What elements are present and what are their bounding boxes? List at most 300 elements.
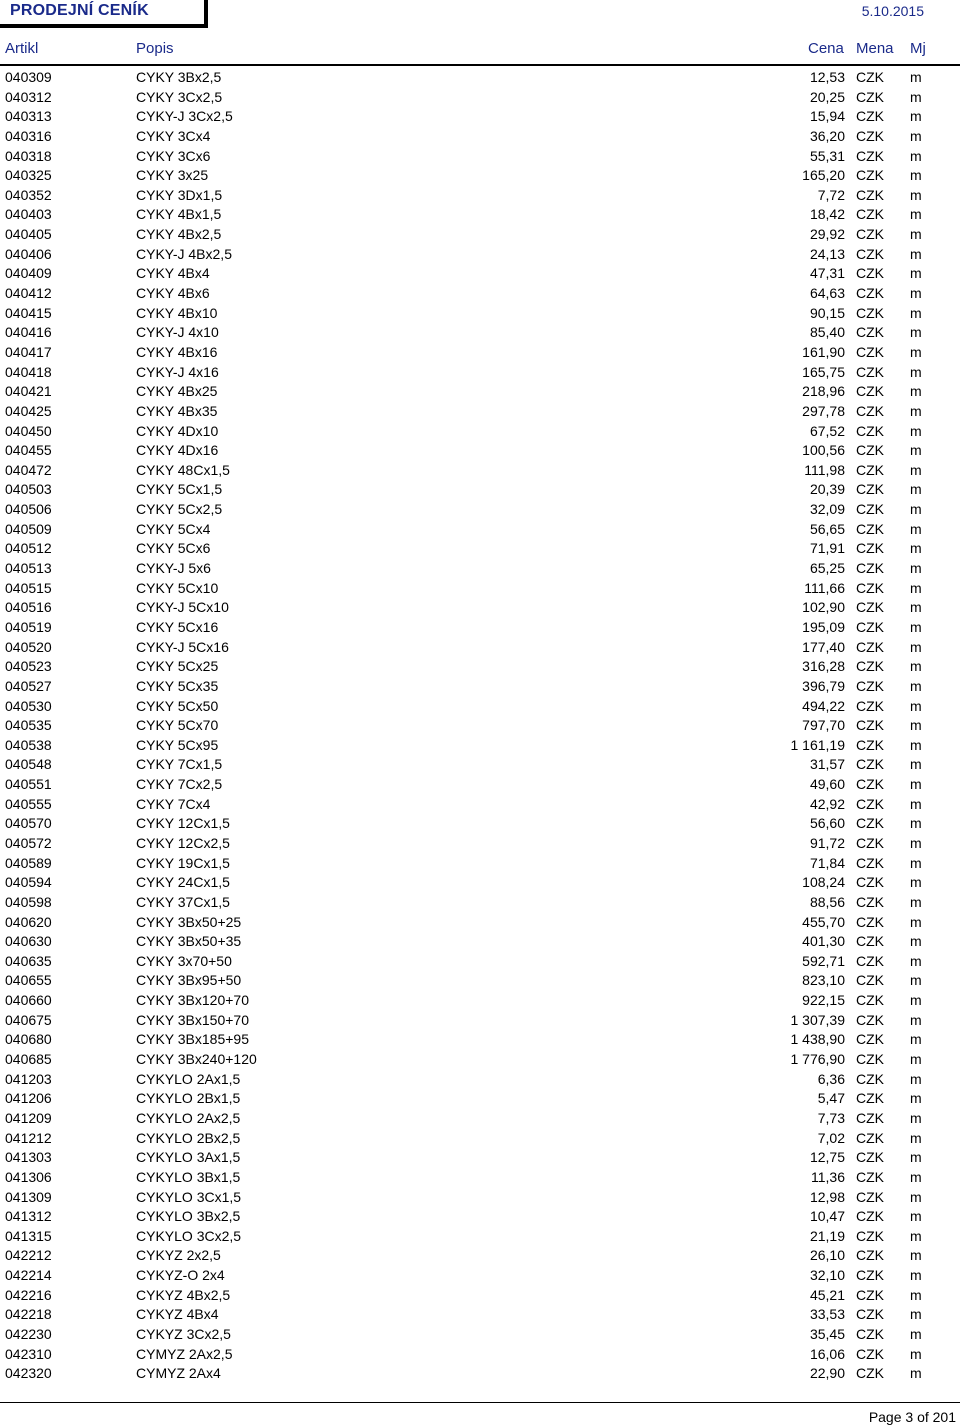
description: CYKY 3Bx240+120	[136, 1051, 257, 1068]
unit: m	[910, 1247, 922, 1264]
price: 90,15	[809, 304, 845, 321]
article-code: 040512	[5, 540, 52, 557]
table-row	[0, 736, 960, 756]
table-row	[0, 1011, 960, 1031]
table-row	[0, 480, 960, 500]
price: 102,90	[802, 599, 845, 616]
table-row	[0, 245, 960, 265]
currency: CZK	[856, 795, 884, 812]
description: CYKY-J 4x16	[136, 363, 219, 380]
article-code: 040535	[5, 717, 52, 734]
unit: m	[910, 69, 922, 85]
article-code: 040635	[5, 952, 52, 969]
table-row	[0, 166, 960, 186]
description: CYKY 3Bx95+50	[136, 972, 242, 989]
description: CYKYLO 2Ax1,5	[136, 1070, 241, 1087]
price: 32,09	[809, 501, 845, 518]
table-row	[0, 795, 960, 815]
unit: m	[910, 638, 922, 655]
price: 12,98	[809, 1188, 845, 1205]
unit: m	[910, 501, 922, 518]
article-code: 040598	[5, 893, 52, 910]
unit: m	[910, 1188, 922, 1205]
price: 297,78	[802, 402, 845, 419]
description: CYKY 5Cx25	[136, 658, 219, 675]
table-row	[0, 991, 960, 1011]
article-code: 040527	[5, 677, 52, 694]
currency: CZK	[856, 599, 884, 616]
price: 85,40	[809, 324, 845, 341]
article-code: 040594	[5, 874, 52, 891]
currency: CZK	[856, 540, 884, 557]
price: 10,47	[809, 1208, 845, 1225]
description: CYKY 5Cx70	[136, 717, 219, 734]
unit: m	[910, 1326, 922, 1342]
price: 65,25	[809, 560, 845, 577]
article-code: 040406	[5, 245, 52, 262]
currency: CZK	[856, 972, 884, 989]
table-row	[0, 598, 960, 618]
unit: m	[910, 108, 922, 125]
description: CYKYLO 3Cx1,5	[136, 1188, 242, 1205]
title-box	[0, 0, 208, 28]
description: CYKY 12Cx1,5	[136, 815, 230, 832]
price: 55,31	[809, 147, 845, 164]
article-code: 040509	[5, 520, 52, 537]
article-code: 040680	[5, 1031, 52, 1048]
article-code: 040513	[5, 560, 52, 577]
description: CYKY 4Bx35	[136, 402, 218, 419]
currency: CZK	[856, 736, 884, 753]
unit: m	[910, 520, 922, 537]
price: 24,13	[809, 245, 845, 262]
article-code: 040409	[5, 265, 52, 282]
description: CYKYZ 4Bx4	[136, 1306, 219, 1323]
top-bar	[0, 0, 960, 28]
price: 111,98	[804, 461, 845, 478]
price: 32,10	[809, 1267, 845, 1284]
table-row	[0, 1246, 960, 1266]
unit: m	[910, 461, 922, 478]
article-code: 042212	[5, 1247, 52, 1264]
unit: m	[910, 795, 922, 812]
price: 56,65	[809, 520, 845, 537]
description: CYMYZ 2Ax4	[136, 1365, 221, 1382]
currency: CZK	[856, 383, 884, 400]
table-row	[0, 1305, 960, 1325]
price: 33,53	[809, 1306, 845, 1323]
unit: m	[910, 893, 922, 910]
price: 21,19	[809, 1227, 845, 1244]
description: CYKY-J 5x6	[136, 560, 211, 577]
price: 316,28	[802, 658, 845, 675]
table-row	[0, 147, 960, 167]
currency: CZK	[856, 717, 884, 734]
currency: CZK	[856, 69, 884, 85]
table-row	[0, 638, 960, 658]
table-row	[0, 107, 960, 127]
unit: m	[910, 560, 922, 577]
description: CYKY 5Cx10	[136, 579, 219, 596]
table-row	[0, 1207, 960, 1227]
currency: CZK	[856, 88, 884, 105]
unit: m	[910, 952, 922, 969]
currency: CZK	[856, 815, 884, 832]
price: 12,75	[809, 1149, 845, 1166]
unit: m	[910, 363, 922, 380]
price: 797,70	[802, 717, 845, 734]
currency: CZK	[856, 933, 884, 950]
currency: CZK	[856, 1188, 884, 1205]
unit: m	[910, 579, 922, 596]
price: 42,92	[809, 795, 845, 812]
description: CYKY 3Cx4	[136, 127, 211, 144]
article-code: 041315	[5, 1227, 52, 1244]
currency: CZK	[856, 658, 884, 675]
unit: m	[910, 1070, 922, 1087]
table-row	[0, 539, 960, 559]
table-row	[0, 559, 960, 579]
article-code: 040520	[5, 638, 52, 655]
article-code: 040675	[5, 1011, 52, 1028]
article-code: 040309	[5, 69, 52, 85]
description: CYKY 4Bx4	[136, 265, 210, 282]
price: 161,90	[802, 343, 845, 360]
currency: CZK	[856, 127, 884, 144]
description: CYKY 12Cx2,5	[136, 834, 230, 851]
table-row	[0, 225, 960, 245]
description: CYKY 7Cx4	[136, 795, 211, 812]
unit: m	[910, 913, 922, 930]
table-row	[0, 127, 960, 147]
table-row	[0, 1286, 960, 1306]
description: CYKYZ 2x2,5	[136, 1247, 221, 1264]
unit: m	[910, 776, 922, 793]
table-row	[0, 952, 960, 972]
description: CYKY-J 5Cx10	[136, 599, 229, 616]
unit: m	[910, 402, 922, 419]
article-code: 040318	[5, 147, 52, 164]
table-row	[0, 422, 960, 442]
currency: CZK	[856, 834, 884, 851]
article-code: 042218	[5, 1306, 52, 1323]
unit: m	[910, 1129, 922, 1146]
unit: m	[910, 599, 922, 616]
table-row	[0, 893, 960, 913]
unit: m	[910, 972, 922, 989]
currency: CZK	[856, 304, 884, 321]
table-row	[0, 520, 960, 540]
unit: m	[910, 1011, 922, 1028]
table-row	[0, 755, 960, 775]
currency: CZK	[856, 245, 884, 262]
unit: m	[910, 1227, 922, 1244]
price: 165,20	[802, 167, 845, 184]
description: CYKYZ 3Cx2,5	[136, 1326, 231, 1342]
description: CYKY 3Bx150+70	[136, 1011, 249, 1028]
article-code: 040316	[5, 127, 52, 144]
article-code: 040555	[5, 795, 52, 812]
table-row	[0, 284, 960, 304]
currency: CZK	[856, 893, 884, 910]
article-code: 040412	[5, 285, 52, 302]
unit: m	[910, 697, 922, 714]
table-row	[0, 1070, 960, 1090]
article-code: 040570	[5, 815, 52, 832]
unit: m	[910, 147, 922, 164]
article-code: 040551	[5, 776, 52, 793]
article-code: 040450	[5, 422, 52, 439]
description: CYKY-J 4x10	[136, 324, 219, 341]
table-row	[0, 1227, 960, 1247]
unit: m	[910, 540, 922, 557]
table-row	[0, 1148, 960, 1168]
description: CYKY 4Bx16	[136, 343, 218, 360]
description: CYKY 5Cx2,5	[136, 501, 223, 518]
currency: CZK	[856, 1168, 884, 1185]
description: CYKYLO 3Cx2,5	[136, 1227, 242, 1244]
price: 91,72	[809, 834, 845, 851]
table-row	[0, 1364, 960, 1384]
article-code: 041306	[5, 1168, 52, 1185]
price: 7,02	[817, 1129, 845, 1146]
unit: m	[910, 933, 922, 950]
article-code: 040660	[5, 992, 52, 1009]
description: CYKY 5Cx1,5	[136, 481, 223, 498]
article-code: 040425	[5, 402, 52, 419]
article-code: 040523	[5, 658, 52, 675]
description: CYKY 5Cx50	[136, 697, 219, 714]
table-row	[0, 461, 960, 481]
currency: CZK	[856, 1011, 884, 1028]
currency: CZK	[856, 461, 884, 478]
currency: CZK	[856, 1267, 884, 1284]
unit: m	[910, 1345, 922, 1362]
article-code: 040403	[5, 206, 52, 223]
description: CYKY 7Cx1,5	[136, 756, 223, 773]
currency: CZK	[856, 854, 884, 871]
currency: CZK	[856, 324, 884, 341]
unit: m	[910, 1365, 922, 1382]
article-code: 040503	[5, 481, 52, 498]
currency: CZK	[856, 422, 884, 439]
description: CYKY 4Bx1,5	[136, 206, 222, 223]
price: 35,45	[809, 1326, 845, 1342]
description: CYKY 4Dx16	[136, 442, 219, 459]
table-row	[0, 1188, 960, 1208]
table-row	[0, 1050, 960, 1070]
price: 29,92	[809, 226, 845, 243]
article-code: 040418	[5, 363, 52, 380]
article-code: 040572	[5, 834, 52, 851]
currency: CZK	[856, 167, 884, 184]
article-code: 042320	[5, 1365, 52, 1382]
description: CYKY 19Cx1,5	[136, 854, 230, 871]
page-title: PRODEJNÍ CENÍK	[10, 2, 149, 19]
description: CYKY 3x25	[136, 167, 209, 184]
price: 1 438,90	[790, 1031, 845, 1048]
article-code: 040655	[5, 972, 52, 989]
currency: CZK	[856, 520, 884, 537]
currency: CZK	[856, 579, 884, 596]
currency: CZK	[856, 206, 884, 223]
description: CYKY 4Dx10	[136, 422, 219, 439]
currency: CZK	[856, 1051, 884, 1068]
description: CYKY-J 5Cx16	[136, 638, 229, 655]
description: CYKY 3x70+50	[136, 952, 232, 969]
description: CYKY 3Bx185+95	[136, 1031, 249, 1048]
table-row	[0, 618, 960, 638]
article-code: 040519	[5, 618, 52, 635]
unit: m	[910, 1149, 922, 1166]
currency: CZK	[856, 913, 884, 930]
price: 1 307,39	[790, 1011, 845, 1028]
description: CYMYZ 2Ax2,5	[136, 1345, 233, 1362]
table-row	[0, 913, 960, 933]
currency: CZK	[856, 756, 884, 773]
article-code: 040620	[5, 913, 52, 930]
article-code: 040548	[5, 756, 52, 773]
unit: m	[910, 717, 922, 734]
price: 67,52	[809, 422, 845, 439]
price: 218,96	[802, 383, 845, 400]
table-row	[0, 814, 960, 834]
article-code: 040506	[5, 501, 52, 518]
price: 7,72	[817, 186, 845, 203]
description: CYKY-J 3Cx2,5	[136, 108, 233, 125]
price: 88,56	[809, 893, 845, 910]
price: 20,39	[809, 481, 845, 498]
table-row	[0, 932, 960, 952]
price: 165,75	[802, 363, 845, 380]
price: 494,22	[802, 697, 845, 714]
column-header-popis: Popis	[136, 40, 174, 57]
description: CYKY 4Bx6	[136, 285, 210, 302]
description: CYKY 48Cx1,5	[136, 461, 230, 478]
article-code: 042230	[5, 1326, 52, 1342]
unit: m	[910, 304, 922, 321]
table-row	[0, 1325, 960, 1345]
unit: m	[910, 442, 922, 459]
currency: CZK	[856, 992, 884, 1009]
unit: m	[910, 1168, 922, 1185]
unit: m	[910, 1109, 922, 1126]
table-row	[0, 971, 960, 991]
price: 396,79	[802, 677, 845, 694]
article-code: 040515	[5, 579, 52, 596]
currency: CZK	[856, 501, 884, 518]
footer-divider	[0, 1402, 960, 1403]
unit: m	[910, 1286, 922, 1303]
currency: CZK	[856, 1286, 884, 1303]
unit: m	[910, 992, 922, 1009]
price: 56,60	[809, 815, 845, 832]
table-row	[0, 1109, 960, 1129]
price: 64,63	[809, 285, 845, 302]
description: CYKY 7Cx2,5	[136, 776, 223, 793]
table-row	[0, 657, 960, 677]
currency: CZK	[856, 363, 884, 380]
description: CYKY 3Bx2,5	[136, 69, 222, 85]
article-code: 041206	[5, 1090, 52, 1107]
price: 12,53	[809, 69, 845, 85]
unit: m	[910, 265, 922, 282]
price: 7,73	[817, 1109, 845, 1126]
table-row	[0, 1089, 960, 1109]
page-indicator: Page 3 of 201	[868, 1409, 956, 1425]
table-row	[0, 264, 960, 284]
table-row	[0, 854, 960, 874]
unit: m	[910, 481, 922, 498]
table-row	[0, 677, 960, 697]
description: CYKY 3Cx2,5	[136, 88, 223, 105]
unit: m	[910, 206, 922, 223]
price: 11,36	[811, 1168, 845, 1185]
currency: CZK	[856, 560, 884, 577]
currency: CZK	[856, 108, 884, 125]
description: CYKY-J 4Bx2,5	[136, 245, 232, 262]
table-row	[0, 205, 960, 225]
table-row	[0, 304, 960, 324]
article-code: 041209	[5, 1109, 52, 1126]
article-code: 040472	[5, 461, 52, 478]
unit: m	[910, 658, 922, 675]
currency: CZK	[856, 442, 884, 459]
description: CYKY 4Bx10	[136, 304, 218, 321]
table-row	[0, 775, 960, 795]
currency: CZK	[856, 402, 884, 419]
price: 26,10	[809, 1247, 845, 1264]
description: CYKY 5Cx95	[136, 736, 219, 753]
unit: m	[910, 854, 922, 871]
currency: CZK	[856, 1149, 884, 1166]
table-row	[0, 579, 960, 599]
table-row	[0, 500, 960, 520]
unit: m	[910, 226, 922, 243]
currency: CZK	[856, 697, 884, 714]
price: 36,20	[809, 127, 845, 144]
table-row	[0, 186, 960, 206]
article-code: 040313	[5, 108, 52, 125]
unit: m	[910, 343, 922, 360]
article-code: 042214	[5, 1267, 52, 1284]
price: 823,10	[802, 972, 845, 989]
unit: m	[910, 736, 922, 753]
unit: m	[910, 677, 922, 694]
currency: CZK	[856, 226, 884, 243]
article-code: 040405	[5, 226, 52, 243]
price: 455,70	[802, 913, 845, 930]
article-code: 040417	[5, 343, 52, 360]
unit: m	[910, 285, 922, 302]
unit: m	[910, 1090, 922, 1107]
price: 401,30	[802, 933, 845, 950]
table-row	[0, 1266, 960, 1286]
currency: CZK	[856, 1227, 884, 1244]
price: 195,09	[802, 618, 845, 635]
description: CYKYLO 3Bx1,5	[136, 1168, 241, 1185]
table-row	[0, 382, 960, 402]
unit: m	[910, 186, 922, 203]
price: 1 776,90	[790, 1051, 845, 1068]
article-code: 040415	[5, 304, 52, 321]
price: 177,40	[802, 638, 845, 655]
price: 20,25	[809, 88, 845, 105]
description: CYKYLO 2Bx2,5	[136, 1129, 241, 1146]
price: 22,90	[809, 1365, 845, 1382]
description: CYKY 3Bx50+25	[136, 913, 242, 930]
currency: CZK	[856, 1326, 884, 1342]
